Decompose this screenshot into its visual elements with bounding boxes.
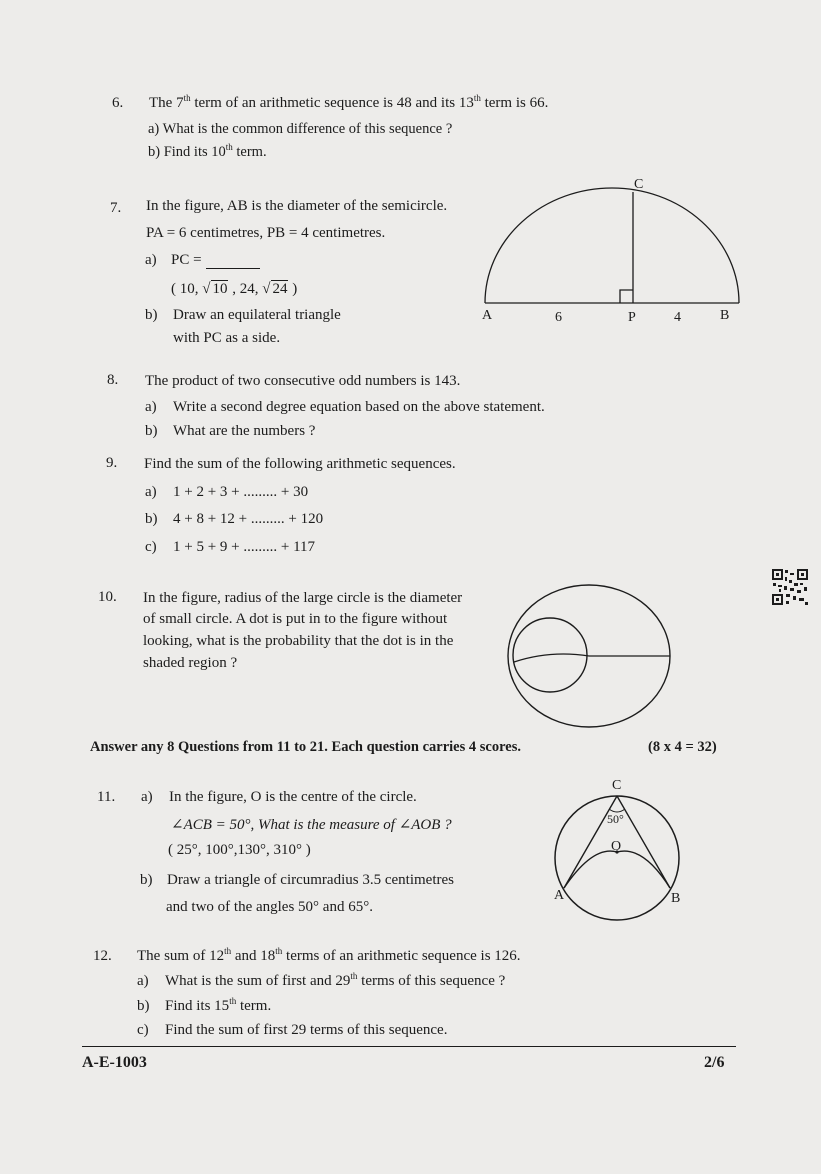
- part-label: b): [140, 872, 153, 888]
- part-a: Write a second degree equation based on the above statement.: [173, 399, 545, 415]
- part-c: 1 + 5 + 9 + ......... + 117: [173, 539, 316, 555]
- question-number: 10.: [98, 589, 117, 605]
- options: ( 10, √ 10 , 24, √ 24 ): [171, 281, 298, 297]
- part-b: 4 + 8 + 12 + ......... + 120: [173, 511, 324, 527]
- part-b: Find its 15th term.: [165, 996, 272, 1014]
- question-number: 12.: [93, 948, 112, 964]
- part-a: ∠ACB = 50°, What is the measure of ∠AOB ?: [171, 817, 452, 833]
- question-text: looking, what is the probability that the dot is in the: [143, 633, 454, 649]
- label-pb: 4: [674, 310, 681, 325]
- part-label: a): [137, 973, 149, 989]
- options: ( 25°, 100°,130°, 310° ): [168, 842, 311, 858]
- part-c: Find the sum of first 29 terms of this sequence.: [165, 1022, 448, 1038]
- question-text: The product of two consecutive odd numbers is 143.: [145, 373, 461, 389]
- circle-angle-figure: [548, 775, 693, 925]
- question-text: of small circle. A dot is put in to the figure without: [143, 611, 448, 627]
- label-o: O: [611, 839, 622, 854]
- question-text: In the figure, radius of the large circle is the diameter: [143, 590, 463, 606]
- question-text: PA = 6 centimetres, PB = 4 centimetres.: [146, 225, 386, 241]
- question-text: The sum of 12th and 18th terms of an arithmetic sequence is 126.: [137, 946, 521, 964]
- part-label: b): [145, 423, 158, 439]
- page-number: 2/6: [704, 1054, 725, 1071]
- part-a: a) What is the common difference of this sequence ?: [148, 121, 453, 137]
- question-number: 11.: [97, 789, 116, 805]
- part-b: Draw an equilateral triangle: [173, 307, 341, 323]
- section-instruction: Answer any 8 Questions from 11 to 21. Each question carries 4 scores.: [90, 739, 521, 755]
- part-label: b): [145, 511, 158, 527]
- qr-code-icon: [771, 568, 809, 606]
- label-pa: 6: [555, 310, 562, 325]
- part-label: a): [145, 399, 157, 415]
- label-b: B: [720, 308, 730, 323]
- part-b: and two of the angles 50° and 65°.: [166, 899, 373, 915]
- part-b: What are the numbers ?: [173, 423, 316, 439]
- part-b: b) Find its 10th term.: [148, 142, 267, 160]
- part-a: In the figure, O is the centre of the circle.: [169, 789, 417, 805]
- label-p: P: [628, 310, 636, 325]
- question-text: shaded region ?: [143, 655, 238, 671]
- label-b: B: [671, 891, 681, 906]
- question-number: 6.: [112, 95, 124, 111]
- question-text: In the figure, AB is the diameter of the semicircle.: [146, 198, 448, 214]
- label-a: A: [554, 888, 565, 903]
- part-b: with PC as a side.: [173, 330, 281, 346]
- label-a: A: [482, 308, 493, 323]
- footer-divider: [82, 1046, 736, 1047]
- part-a: What is the sum of first and 29th terms of this sequence ?: [165, 971, 506, 989]
- part-label: c): [137, 1022, 149, 1038]
- label-c: C: [612, 778, 622, 793]
- part-label: b): [145, 307, 158, 323]
- semicircle-figure: [470, 175, 760, 325]
- question-number: 9.: [106, 455, 118, 471]
- part-label: c): [145, 539, 157, 555]
- part-a: 1 + 2 + 3 + ......... + 30: [173, 484, 309, 500]
- footer-code: A-E-1003: [82, 1054, 147, 1071]
- part-label: b): [137, 998, 150, 1014]
- section-marks: (8 x 4 = 32): [648, 739, 717, 755]
- label-angle: 50°: [607, 812, 624, 826]
- part-a: PC =: [171, 252, 260, 269]
- circles-figure: [505, 582, 675, 732]
- question-text: The 7th term of an arithmetic sequence is 48 and its 13th term is 66.: [149, 93, 549, 111]
- question-text: Find the sum of the following arithmetic sequences.: [144, 456, 456, 472]
- part-label: a): [145, 484, 157, 500]
- question-number: 7.: [110, 200, 122, 216]
- label-c: C: [634, 177, 644, 192]
- part-b: Draw a triangle of circumradius 3.5 centimetres: [167, 872, 454, 888]
- question-number: 8.: [107, 372, 119, 388]
- part-label: a): [145, 252, 157, 268]
- part-label: a): [141, 789, 153, 805]
